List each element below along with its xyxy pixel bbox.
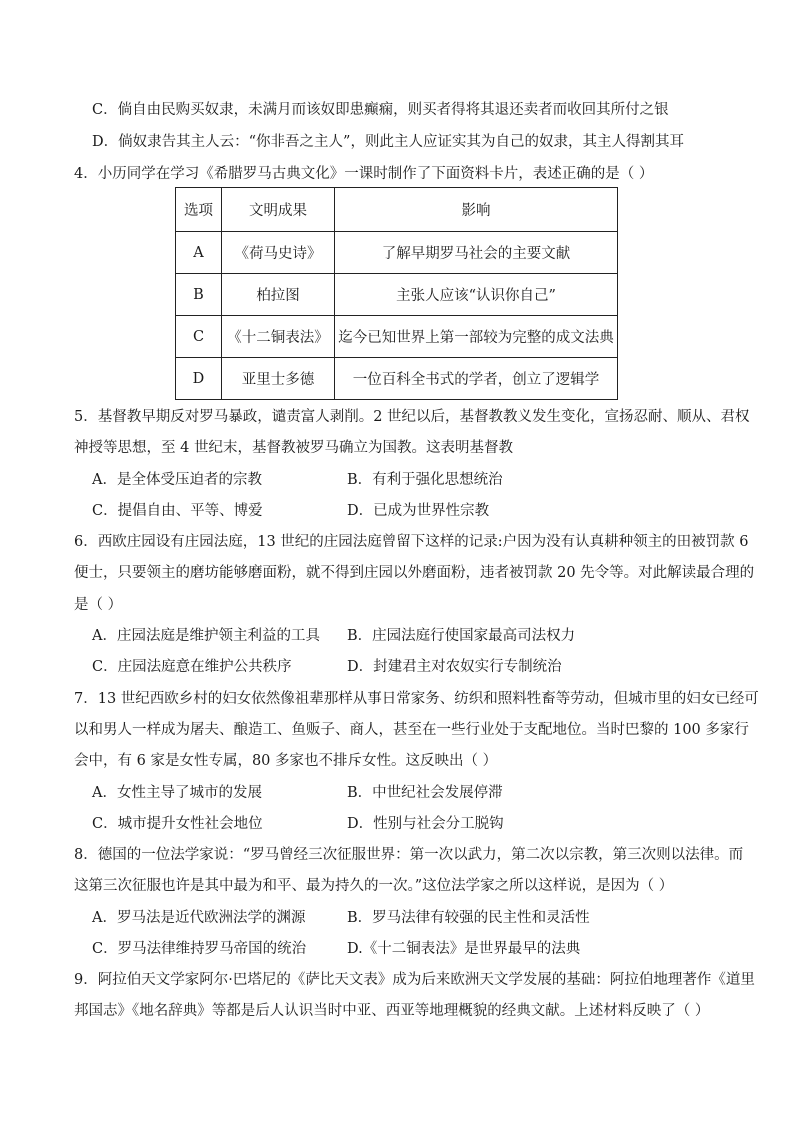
question-stem: 以和男人一样成为屠夫、酿造工、鱼贩子、商人，甚至在一些行业处于支配地位。当时巴黎的 100 多家行 xyxy=(74,722,749,738)
option-a[interactable]: A．罗马法是近代欧洲法学的渊源 xyxy=(92,910,306,926)
option-a[interactable]: A．庄园法庭是维护领主利益的工具 xyxy=(92,628,320,644)
option-text: D．倘奴隶告其主人云：“你非吾之主人”，则此主人应证实其为自己的奴隶，其主人得割其耳 xyxy=(92,134,684,150)
question-stem: 6．西欧庄园设有庄园法庭，13 世纪的庄园法庭曾留下这样的记录:户因为没有认真耕种领主的田被罚款 6 xyxy=(74,534,749,550)
table-cell: C xyxy=(176,316,222,358)
table-row xyxy=(176,232,618,274)
table-cell: D xyxy=(176,358,222,400)
table-cell: 了解早期罗马社会的主要文献 xyxy=(335,232,618,274)
question-stem: 神授等思想，至 4 世纪末，基督教被罗马确立为国教。这表明基督教 xyxy=(74,440,513,456)
option-b[interactable]: B．罗马法律有较强的民主性和灵活性 xyxy=(347,910,590,926)
option-b[interactable]: B．有利于强化思想统治 xyxy=(347,472,503,488)
option-c[interactable]: C．城市提升女性社会地位 xyxy=(92,816,263,832)
table-cell: 主张人应该“认识你自己” xyxy=(335,274,618,316)
table-header-row xyxy=(176,188,618,232)
question-stem: 4．小历同学在学习《希腊罗马古典文化》一课时制作了下面资料卡片，表述正确的是（ ） xyxy=(74,166,654,182)
question-stem: 9．阿拉伯天文学家阿尔·巴塔尼的《萨比天文表》成为后来欧洲天文学发展的基础：阿拉伯地理著作《道里 xyxy=(74,972,755,988)
question-stem: 5．基督教早期反对罗马暴政，谴责富人剥削。2 世纪以后，基督教教义发生变化，宣扬忍耐、顺从、君权 xyxy=(74,409,750,425)
table-header-cell: 选项 xyxy=(176,188,222,232)
option-b[interactable]: B．庄园法庭行使国家最高司法权力 xyxy=(347,628,576,644)
table-cell: B xyxy=(176,274,222,316)
question-stem: 这第三次征服也许是其中最为和平、最为持久的一次。”这位法学家之所以这样说，是因为（ ） xyxy=(74,878,674,894)
option-c[interactable]: C．庄园法庭意在维护公共秩序 xyxy=(92,659,292,675)
table-cell: 迄今已知世界上第一部较为完整的成文法典 xyxy=(335,316,618,358)
table-cell: 《荷马史诗》 xyxy=(222,232,335,274)
option-text: C．倘自由民购买奴隶，未满月而该奴即患癫痫，则买者得将其退还卖者而收回其所付之银 xyxy=(92,102,669,118)
option-d[interactable]: D.《十二铜表法》是世界最早的法典 xyxy=(347,941,581,957)
question-stem: 邦国志》《地名辞典》等都是后人认识当时中亚、西亚等地理概貌的经典文献。上述材料反映了（ ） xyxy=(74,1003,710,1019)
data-card-table xyxy=(175,187,618,400)
table-header-cell: 影响 xyxy=(335,188,618,232)
table-cell: A xyxy=(176,232,222,274)
question-stem: 便士，只要领主的磨坊能够磨面粉，就不得到庄园以外磨面粉，违者被罚款 20 先令等。对此解读最合理的 xyxy=(74,565,755,581)
option-d[interactable]: D．封建君主对农奴实行专制统治 xyxy=(347,659,562,675)
option-a[interactable]: A．是全体受压迫者的宗教 xyxy=(92,472,262,488)
option-d[interactable]: D．性别与社会分工脱钩 xyxy=(347,816,504,832)
question-stem: 8．德国的一位法学家说：“罗马曾经三次征服世界：第一次以武力，第二次以宗教，第三次则以法律。而 xyxy=(74,847,744,863)
question-stem: 是（ ） xyxy=(74,597,123,613)
question-stem: 会中，有 6 家是女性专属，80 多家也不排斥女性。这反映出（ ） xyxy=(74,753,498,769)
option-b[interactable]: B．中世纪社会发展停滞 xyxy=(347,785,503,801)
table-row xyxy=(176,358,618,400)
option-d[interactable]: D．已成为世界性宗教 xyxy=(347,503,490,519)
option-a[interactable]: A．女性主导了城市的发展 xyxy=(92,785,262,801)
table-header-cell: 文明成果 xyxy=(222,188,335,232)
table-cell: 亚里士多德 xyxy=(222,358,335,400)
table-row xyxy=(176,316,618,358)
table-cell: 《十二铜表法》 xyxy=(222,316,335,358)
table-cell: 一位百科全书式的学者，创立了逻辑学 xyxy=(335,358,618,400)
table-row xyxy=(176,274,618,316)
option-c[interactable]: C．提倡自由、平等、博爱 xyxy=(92,503,263,519)
option-c[interactable]: C．罗马法律维持罗马帝国的统治 xyxy=(92,941,307,957)
table-cell: 柏拉图 xyxy=(222,274,335,316)
question-stem: 7．13 世纪西欧乡村的妇女依然像祖辈那样从事日常家务、纺织和照料牲畜等劳动，但城市里的妇女已经可 xyxy=(74,691,759,707)
